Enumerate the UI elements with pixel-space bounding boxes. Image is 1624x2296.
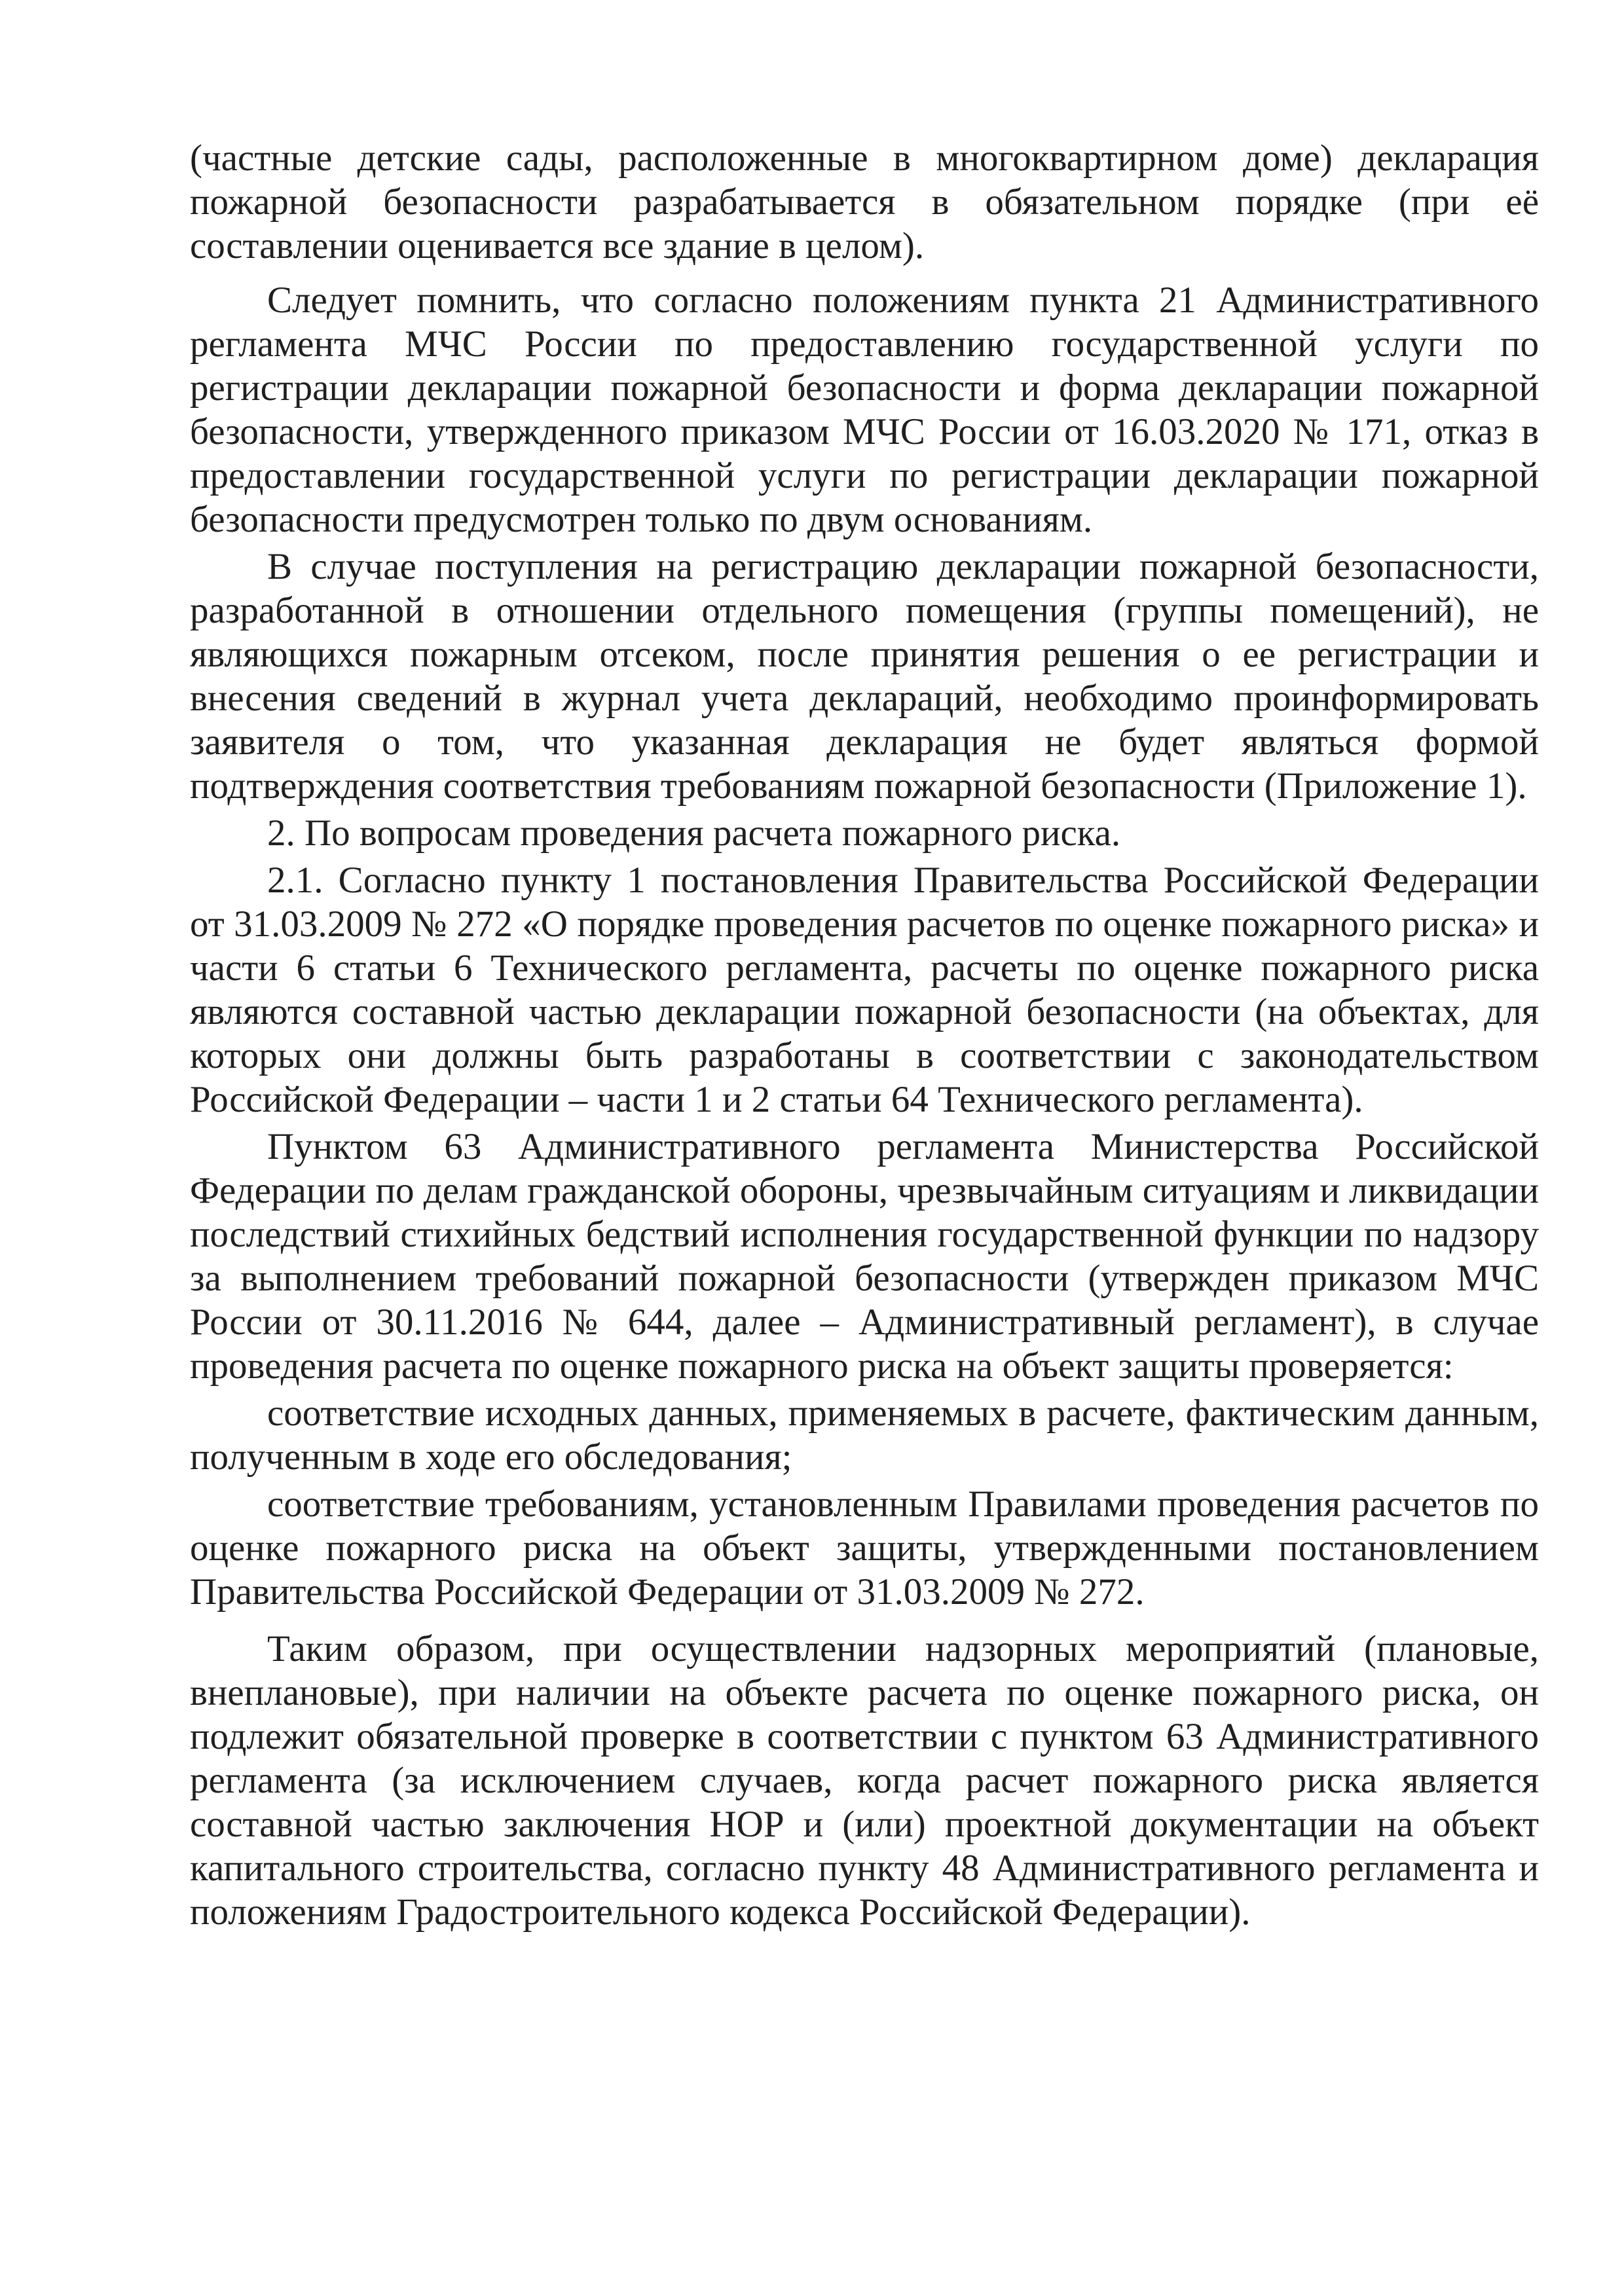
paragraph-conclusion: Таким образом, при осуществлении надзорных мероприятий (плановые, внеплановые), при наличии на объекте расчета по оценке пожарного риска, он подлежит обязательной проверке в соответствии с пунктом 63 Административного регламента (за исключением случаев, когда расчет пожарного риска является составной частью заключения НОР и (или) проектной документации на объект капитального строительства, согласно пункту 48 Административного регламента и положениям Градостроительного кодекса Российской Федерации). <box>190 1628 1539 1933</box>
document-page <box>190 136 1539 1934</box>
list-item-rules-compliance: соответствие требованиям, установленным Правилами проведения расчетов по оценке пожарного риска на объект защиты, утвержденными постановлением Правительства Российской Федерации от 31.03.2009 № 272. <box>190 1484 1539 1613</box>
list-item-source-data: соответствие исходных данных, применяемых в расчете, фактическим данным, полученным в ходе его обследования; <box>190 1393 1539 1478</box>
paragraph-2-1: 2.1. Согласно пункту 1 постановления Правительства Российской Федерации от 31.03.2009 № 272 «О порядке проведения расчетов по оценке пожарного риска» и части 6 статьи 6 Технического регламента, расчеты по оценке пожарного риска являются составной частью декларации пожарной безопасности (на объектах, для которых они должны быть разработаны в соответствии с законодательством Российской Федерации – части 1 и 2 статьи 64 Технического регламента). <box>190 860 1539 1120</box>
section-heading-risk: 2. По вопросам проведения расчета пожарного риска. <box>267 812 1121 854</box>
paragraph-continuation: (частные детские сады, расположенные в многоквартирном доме) декларация пожарной безопасности разрабатывается в обязательном порядке (при её составлении оценивается все здание в целом). <box>190 137 1539 266</box>
paragraph-reg-refusal: Следует помнить, что согласно положениям пункта 21 Административного регламента МЧС России по предоставлению государственной услуги по регистрации декларации пожарной безопасности и форма декларации пожарной безопасности, утвержденного приказом МЧС России от 16.03.2020 № 171, отказ в предоставлении государственной услуги по регистрации декларации пожарной безопасности предусмотрен только по двум основаниям. <box>190 280 1539 540</box>
paragraph-point-63: Пунктом 63 Административного регламента Министерства Российской Федерации по делам гражданской обороны, чрезвычайным ситуациям и ликвидации последствий стихийных бедствий исполнения государственной функции по надзору за выполнением требований пожарной безопасности (утвержден приказом МЧС России от 30.11.2016 № 644, далее – Административный регламент), в случае проведения расчета по оценке пожарного риска на объект защиты проверяется: <box>190 1126 1539 1387</box>
paragraph-room-declaration: В случае поступления на регистрацию декларации пожарной безопасности, разработанной в отношении отдельного помещения (группы помещений), не являющихся пожарным отсеком, после принятия решения о ее регистрации и внесения сведений в журнал учета деклараций, необходимо проинформировать заявителя о том, что указанная декларация не будет являться формой подтверждения соответствия требованиям пожарной безопасности (Приложение 1). <box>190 546 1539 807</box>
